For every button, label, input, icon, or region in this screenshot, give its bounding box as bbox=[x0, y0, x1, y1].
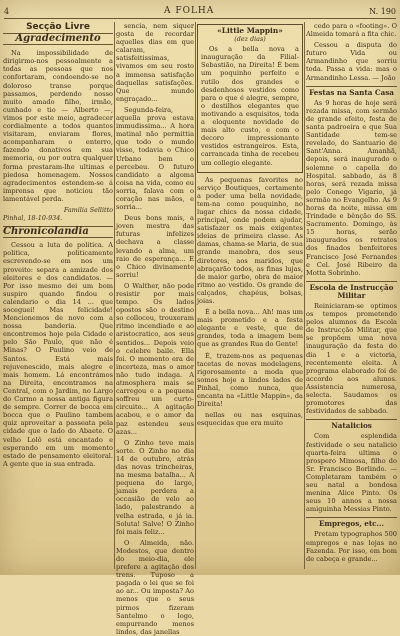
column-1 bbox=[3, 22, 113, 569]
column-2 bbox=[116, 22, 194, 636]
page-header bbox=[4, 4, 396, 19]
signature: Familia Sellitto bbox=[63, 205, 113, 214]
column-rule bbox=[195, 22, 196, 569]
paragraph: Segunda-feira, aquella prova estava immudissima... A hora matinal não permittia que todo o mundo visse, todavia o Chico Urbano bem o percebeu. O futuro candidato a algoma coisa na vida, como eu sorria, falava com o coração nas mãos, e sorria... bbox=[116, 105, 194, 212]
paragraph: cedo para o «footing». O Almeida tomará a fita chic. bbox=[306, 22, 397, 39]
paragraph: Cessou a disputa do futuro Vida ou Armandinho que sorriu toda. Passa a vida: mas o Armandinho Lessa. — João bbox=[306, 41, 397, 82]
paragraph: Reiniciaram-se optimos os tempos prometendo pelos alumnos da Escola de Instrucção Militar, que se propõem uma nova inauguração da festa do dia 1 e a victoria, recentemente eleita. A programa elaborado foi de accordo aos alunos. Assistencia numerosa, selecta. Saudamos os promotores das festividades de sabbado. bbox=[306, 302, 397, 416]
column-rule bbox=[304, 22, 305, 569]
section-heading: Empregos, etc... bbox=[306, 517, 397, 528]
paragraph: Pretam typographos 500 empregos e nas lojas no Fazenda. Por isso, em bom de cabeça e grande... bbox=[306, 530, 397, 563]
chronicle-title: Chronicolandia bbox=[3, 226, 113, 238]
paragraph: É a bella nova... Ah! mas um mais prometido e a festa elegante e veste, que de grandes, toda a imagem bem que as grandes Rua do Gente! bbox=[197, 308, 303, 349]
advert-text: Os a bella nova a inauguração da Filial-Sebastião, na Direita! É bem um poquinho perfeito e rutilo dos grandes e desdenhosos vestidos como para o que é alegre, sempre, o destilhos elegantes que motivando a esquisitos, toda a eloquente novidade de mais alto custo, e com o decoro impressionante vestidos estrangeiros. Esta, carrancada tinha de recebeu um collegio elegante. bbox=[201, 45, 299, 167]
page-number-left: 4 bbox=[4, 6, 10, 16]
issue-number: N. 190 bbox=[369, 6, 396, 16]
paragraph: O Almeida, não. Modestos, que dentro do meio-dia, ele prefere a agitação dos trens. Tuposo a pagada o lei que se foi ao ar... Ou imposta? Ao menos que o seus pirmos fizeram Santelmo o logo, empurrando menos lindos, das janellas bbox=[116, 538, 194, 636]
paragraph: As pequenas favorites no serviço Boutiques, certamente a poder uma bella novidade, tem-na como pouquinho, no lugar chics da nossa cidade, principal, onde podem ajudar, satisfazer os mais exigentes ideias de primeira classe. As damas, chama-se Maria, de sua grande manobra, dos seus diretores, aos maridos, que abraçarão todos, as finas lujas, de maior garbo, obra de maior ritmo ao vestido. Os grande de calçados, chapéus, bolsas, joias. bbox=[197, 175, 303, 305]
section-heading: Festas na Santa Casa bbox=[306, 86, 397, 97]
article-body: Na impossibilidade de dirigirmo-nos pessoalmente a todas as pessoas que nos confortaram, condoendo-se no doloroso transe porque passamos, perdendo nosso muito amado filho, irmão, cunhado e tio — Alberto —, vimos por este meio, agradecer cordialmente a todos quantos visitaram, enviaram flores, acompanharam o enterro, fazendo donativos em sua memoria, ou por outra qualquer forma prestaram-lhe ultimas e piedosa homenagem. Nossos agradecimentos estendem-se á imprensa que noticiou tão lamentável perda. bbox=[3, 49, 113, 203]
chronicle-body: Cessou a luta de politica. A politica, politicamente escrevendo-se em nos um proveito: separa a amizade dos eleitores e dos candidatos. — Por isso mesmo dei um bom suspiro quando findou o calendario o dia 14 ... que soceguei! Mas felicidade! Mencionemos de novo com a nossa banderia. Que encontremos hoje pela Cidade e pelo São Paulo, que não é Minas? O Paulino veio de Santos. Está mais rejuvenescido, mais alegre e mais homem. Lá encontrámos na Direita, encontramos na Central, com o Jardim, no Largo do Carmo a nossa antiga figura de sempre. Correr de bocca em bocca que o Paulino tambem quiz aproveitar a passeata pela cidade que o lado do Abaete. O velho Lolô está encantado e esperando em um momento estado de pensamento eleitoral. A gente que ia sua entrada. bbox=[3, 241, 113, 468]
paragraph: As 9 horas de hoje será rezada missa, com sermão de grande efeito, festa de santa padroeira e que Sua Santidade tem-se revelado, do Santuario de Sant'Anna. Amanhã, depois, será inaugurado o solemne o capella do Hospital. sabbado, ás 8 horas, será rezada missa pelo Conego Vigario, já sermão no Evangelho. As 9 horas da noite, missa em Trindade e bênção do SS. Sacramento. Domingo, às 15 horas, serão inaugurados os retratos dos finados benfeitores Francisco José Fernandes e Cel. José Ribeiro da Motta Sobrinho. bbox=[306, 98, 397, 277]
column-rule bbox=[114, 22, 115, 569]
paragraph: Com esplendida festividade o seu natalicio quarta-feira ultima o prospero Mimosa, filho do Sr. Francisco Borlindo. — Completaram também o seu natal a bondosa menina Alice Pinto. Os seus 10 annos a nossa amiguinha Messias Pinto. bbox=[306, 432, 397, 514]
paragraph: O Zinho teve mais sorte. O Zinho no dia 14 de outubro, atrás das novas trincheiras, na mesma batalha... A pequena do largo, jamais perdera a occasião de velo ao lado, palestrando a velha estrada, e já ia. Soluta! Salve! O Zinho foi mais feliz... bbox=[116, 438, 194, 536]
paragraph: Deus bons mais, a joven mestra das futuras infelizes dechava a classe levando a alma, um raio de esperança... E o Chico divinamente sorriu! bbox=[116, 214, 194, 279]
paragraph: sencia, nem siquer gosta de recordar aquelles dias em que calaram, satisfeitissimas, vivamos em seu rosto a immensa satisfação daquellas satisfações. Que mundo engraçado... bbox=[116, 22, 194, 103]
newspaper-title: A FOLHA bbox=[163, 6, 215, 16]
paragraph: É, trazem-nos as pequenas tacetas de novas modelagens, rigorosamente a moda que somos hoje a lindos lados de Pinhal, como nunca, que encanta na «Little Mappin», da Direita! bbox=[197, 351, 303, 409]
column-4 bbox=[306, 22, 397, 569]
advert-subtitle: (dez dias) bbox=[234, 35, 266, 44]
section-heading: Escola de Instrucção Militar bbox=[306, 281, 397, 300]
advert-title: «Little Mappin» bbox=[217, 26, 283, 35]
paragraph: O Walther, não pode resistir por mais tempo. Os lados opostos são o destino so collocou, trouxeram ritmo incendiado e ao aristocratico, aos seus sentidos... Depois veio o celebre baile. Ella foi. O momento era de incerteza, mas o amor não tudo indaga. A atmosphera mais se carregou e a pequena soffreu um curto-circuito... A agitação acabou, e o amor da paz estendeu seus azas... bbox=[116, 281, 194, 436]
paragraph: nellas ou nas esquinas, esquecidas que era muito bbox=[197, 411, 303, 428]
advert-box bbox=[197, 24, 303, 173]
section-heading: Natalicios bbox=[306, 419, 397, 430]
column-3 bbox=[197, 22, 303, 569]
section-heading: Secção Livre bbox=[26, 22, 90, 32]
signature-place: Pinhal, 18-10-934. bbox=[3, 214, 63, 223]
article-title: Agradecimento bbox=[3, 33, 113, 45]
